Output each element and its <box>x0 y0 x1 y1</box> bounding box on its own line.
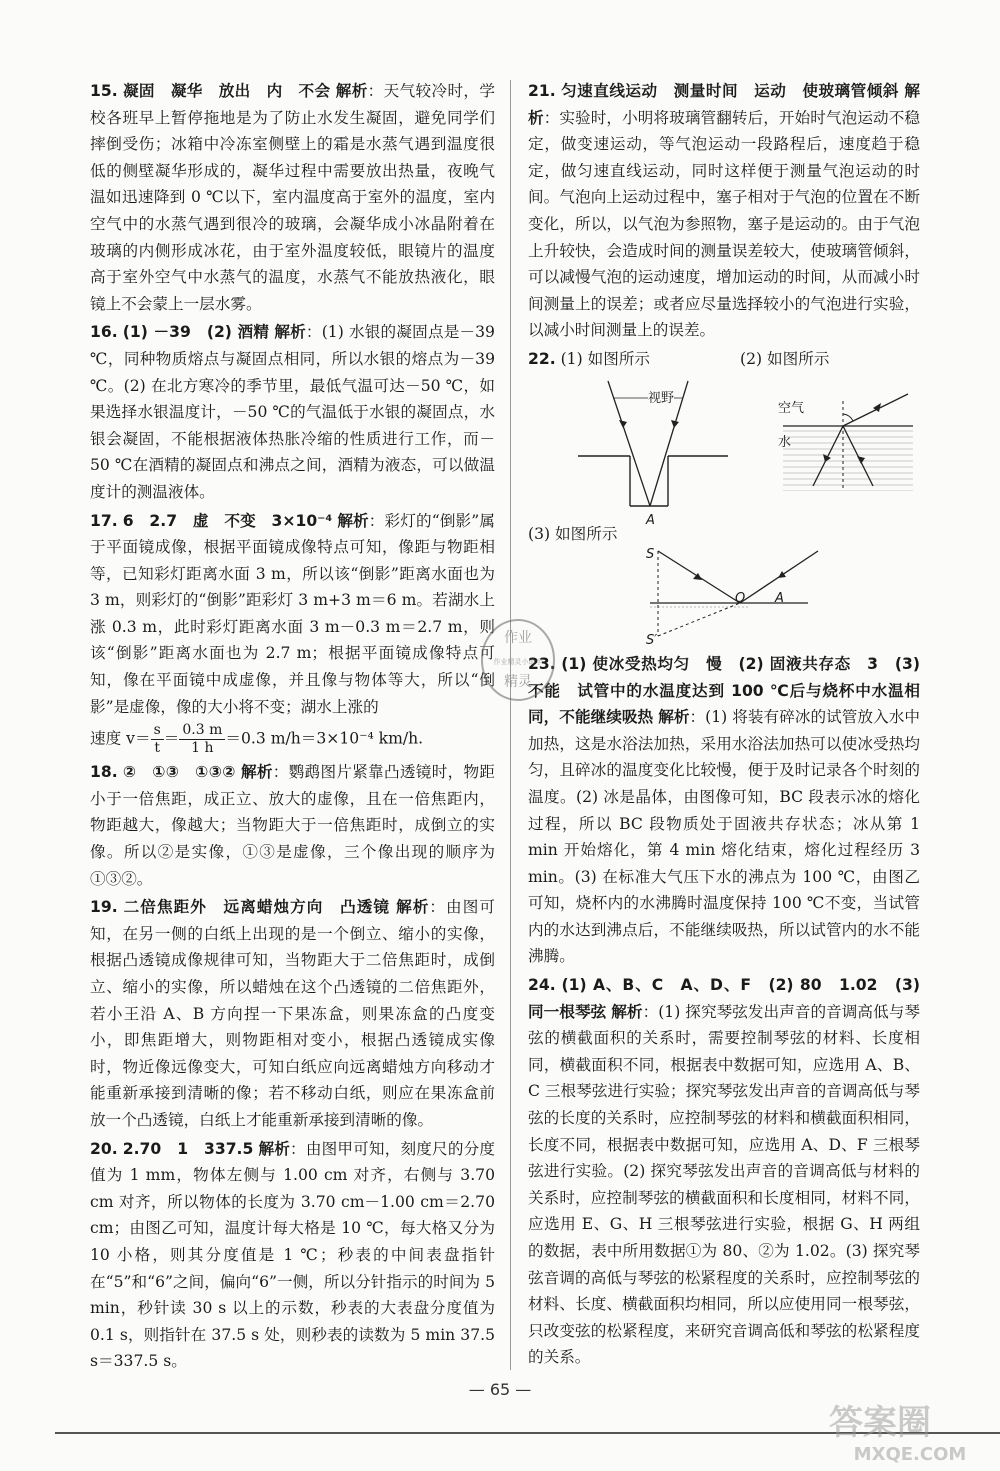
right-column <box>528 78 920 1373</box>
answer-item-17: 17. 6 2.7 虚 不变 3×10⁻⁴ 解析：彩灯的“倒影”属于平面镜成像，根据平面镜成像特点可知，像距与物距相等，已知彩灯距离水面 3 m，所以该“倒影”距离水面也为 3 m，则彩灯的“倒影”距彩灯 3 m+3 m＝6 m。若湖水上涨 0.3 m，此时彩灯距离水面 3 m－0.3 m＝2.7 m，则该“倒影”距离水面也为 2.7 m；根据平面镜成像特点可知，像在平面镜中成虚像，并且像与物体等大，所以“倒影”是虚像，像的大小将不变；湖水上涨的 速度 v＝ $\frac{s}{t}$ ＝ $\frac{0.3 m}{1 h}$ ＝0.3 m/h＝3×10⁻⁴ km/h. <box>90 511 495 757</box>
page-number: — 65 — <box>468 1380 532 1399</box>
figure-mirror-reflection <box>628 546 828 641</box>
svg-text:精灵: 精灵 <box>504 674 532 690</box>
fraction-distance-over-time: $\frac{0.3 m}{1 h}$ <box>179 722 225 757</box>
answer-item-16: 16. (1) －39 (2) 酒精 解析：(1) 水银的凝固点是－39 ℃，同种物质熔点与凝固点相同，所以水银的熔点为－39 ℃。(2) 在北方寒冷的季节里，最低气温可达－50 ℃，如果选择水银温度计，－50 ℃的气温低于水银的凝固点，水银会凝固，不能根据液体热胀冷缩的性质进行工作，而－50 ℃在酒精的凝固点和沸点之间，酒精为液态，可以做温度计的测温液体。 <box>90 323 495 501</box>
svg-text:作业精灵小助手: 作业精灵小助手 <box>493 658 543 666</box>
label-air: 空气 <box>778 400 805 416</box>
answer-item-18: 18. ② ①③ ①③② 解析：鹦鹉图片紧靠凸透镜时，物距小于一倍焦距，成正立、放大的虚像，且在一倍焦距内，物距越大，像越大；当物距大于一倍焦距时，成倒立的实像。所以②是实像，①③是虚像，三个像出现的顺序为①③②。 <box>90 763 495 888</box>
left-column <box>90 78 495 1377</box>
answer-item-23: 23. (1) 使冰受热均匀 慢 (2) 固液共存态 3 (3) 不能 试管中的水温度达到 100 ℃后与烧杯中水温相同，不能继续吸热 解析：(1) 将装有碎冰的试管放入水中加热，这是水浴法加热，采用水浴法加热可以使冰受热均匀，且碎冰的温度变化比较慢，便于及时记录各个时刻的温度。(2) 冰是晶体，由图像可知，BC 段表示冰的熔化过程，所以 BC 段物质处于固液共存状态；冰从第 1 min 开始熔化，第 4 min 熔化结束，熔化过程经历 3 min。(3) 在标准大气压下水的沸点为 100 ℃，由图乙可知，烧杯内的水沸腾时温度保持 100 ℃不变，当试管内的水达到沸点后，不能继续吸热，所以试管内的水不能沸腾。 <box>528 654 920 966</box>
answer-item-24: 24. (1) A、B、C A、D、F (2) 80 1.02 (3) 同一根琴弦 解析：(1) 探究琴弦发出声音的音调高低与琴弦的横截面积的关系时，需要控制琴弦的材料、长度相同，横截面积不同，根据表中数据可知，应选用 A、B、C 三根琴弦进行实验；探究琴弦发出声音的音调高低与琴弦的长度的关系时，应控制琴弦的材料和横截面积相同，长度不同，根据表中数据可知，应选用 A、D、F 三根琴弦进行实验。(2) 探究琴弦发出声音的音调高低与材料的关系时，应控制琴弦的横截面积和长度相同，材料不同，应选用 E、G、H 三根琴弦进行实验，根据 G、H 两组的数据，表中所用数据①为 80、②为 1.02。(3) 探究琴弦音调的高低与琴弦的松紧程度的关系时，应控制琴弦的材料、长度、横截面积均相同，所以应使用同一根琴弦，只改变弦的松紧程度，来研究音调高低和琴弦的松紧程度的关系。 <box>528 976 920 1367</box>
label-a-fig3: A <box>775 590 784 606</box>
stamp-logo <box>478 612 558 704</box>
label-water: 水 <box>778 434 792 450</box>
label-s: S <box>646 546 655 562</box>
speed-formula: 速度 v＝ $\frac{s}{t}$ ＝ $\frac{0.3 m}{1 h}$ ＝0.3 m/h＝3×10⁻⁴ km/h. <box>90 722 424 757</box>
answer-item-22: 22. (1) 如图所示 (2) 如图所示 视野 A 空气 水 (3) 如图所示 S S′ O A <box>528 346 920 601</box>
label-s-prime: S′ <box>646 632 658 648</box>
svg-text:答案圈: 答案圈 <box>829 1403 931 1443</box>
answer-item-21: 21. 匀速直线运动 测量时间 运动 使玻璃管倾斜 解析：实验时，小明将玻璃管翻转后，开始时气泡运动不稳定，做变速运动，等气泡运动一段路程后，速度趋于稳定，做匀速直线运动，同时这样便于测量气泡运动的时间。气泡向上运动过程中，塞子相对于气泡的位置在不断变化，所以，以气泡为参照物，塞子是运动的。由于气泡上升较快，会造成时间的测量误差较大，使玻璃管倾斜，可以减慢气泡的运动速度，增加运动的时间，从而减小时间测量上的误差；或者应尽量选择较小的气泡进行实验，以减小时间测量上的误差。 <box>528 82 920 340</box>
answer-item-20: 20. 2.70 1 337.5 解析：由图甲可知，刻度尺的分度值为 1 mm，物体左侧与 1.00 cm 对齐，右侧与 3.70 cm 对齐，所以物体的长度为 3.70 cm－1.00 cm＝2.70 cm；由图乙可知，温度计每大格是 10 ℃，每大格又分为 10 小格，则其分度值是 1 ℃；秒表的中间表盘指针在“5”和“6”之间，偏向“6”一侧，所以分针指示的时间为 5 min，秒针读 30 s 以上的示数，秒表的大表盘分度值为 0.1 s，则指针在 37.5 s 处，则秒表的读数为 5 min 37.5 s＝337.5 s。 <box>90 1139 495 1371</box>
answer-item-15: 15. 凝固 凝华 放出 内 不会 解析：天气较冷时，学校各班早上暂停拖地是为了防止水发生凝固，避免同学们摔倒受伤；冰箱中冷冻室侧壁上的霜是水蒸气遇到温度很低的侧壁凝华形成的，凝华过程中需要放出热量，夜晚气温如迅速降到 0 ℃以下，室内温度高于室外的温度，室内空气中的水蒸气遇到很冷的玻璃，会凝华成小冰晶附着在玻璃的内侧形成冰花，由于室外温度较低，眼镜片的温度高于室外空气中水蒸气的温度，水蒸气不能放热液化，眼镜上不会蒙上一层水雾。 <box>90 82 495 313</box>
answer-item-19: 19. 二倍焦距外 远离蜡烛方向 凸透镜 解析：由图可知，在另一侧的白纸上出现的是一个倒立、缩小的实像，根据凸透镜成像规律可知，当物距大于二倍焦距时，成倒立、缩小的实像，所以蜡烛在这个凸透镜的二倍焦距外，若小王沿 A、B 方向捏一下果冻盒，则果冻盒的凸度变小，即焦距增大，则物距相对变小，根据凸透镜成实像时，物近像远像变大，可知白纸应向远离蜡烛方向移动才能重新承接到清晰的像；若不移动白纸，则应在果冻盒前放一个凸透镜，白纸上才能重新承接到清晰的像。 <box>90 898 495 1129</box>
label-view: 视野 <box>648 386 674 413</box>
svg-text:作业: 作业 <box>504 630 532 646</box>
label-a-fig1: A <box>646 512 655 528</box>
fraction-s-over-t: $\frac{s}{t}$ <box>151 722 164 757</box>
watermark-logo <box>760 1396 990 1466</box>
column-divider <box>510 80 511 1370</box>
svg-text:MXQE.COM: MXQE.COM <box>853 1444 967 1465</box>
label-o: O <box>735 590 746 606</box>
